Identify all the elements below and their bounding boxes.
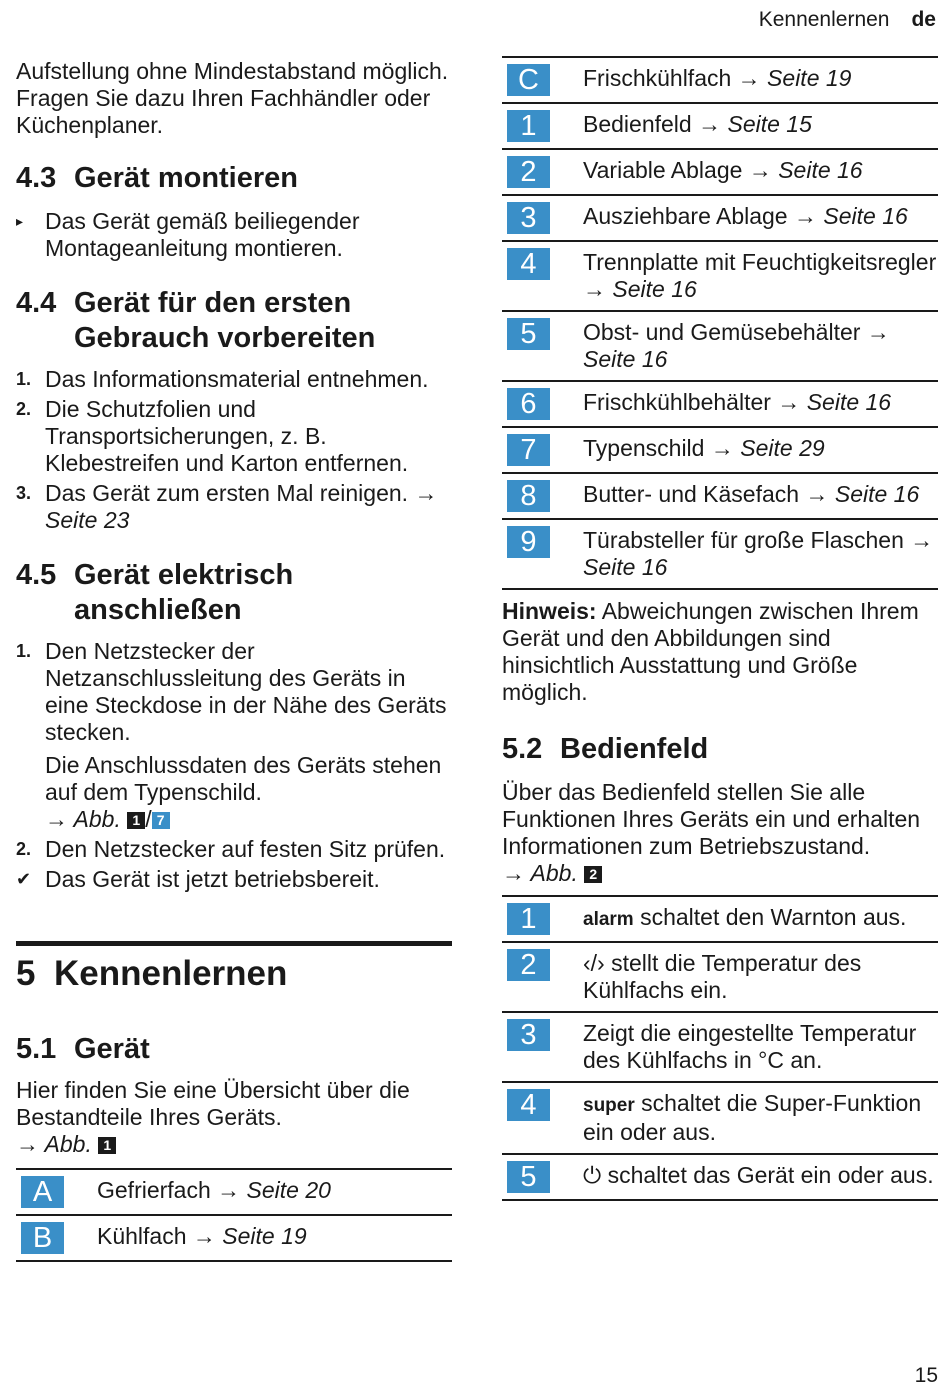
table-row bbox=[502, 58, 938, 104]
page-reference[interactable]: → Seite 20 bbox=[217, 1177, 331, 1203]
heading-title: Kennenlernen bbox=[54, 954, 288, 993]
page-number: 15 bbox=[914, 1364, 938, 1387]
figure-badge: 2 bbox=[584, 866, 602, 883]
page-reference[interactable]: → Seite 16 bbox=[805, 481, 920, 507]
note-paragraph bbox=[502, 598, 938, 706]
row-text: Typenschild bbox=[583, 435, 711, 461]
chevron-left-right-icon: ‹/› bbox=[583, 950, 605, 976]
page-reference[interactable]: → Seite 16 bbox=[583, 276, 697, 302]
intro-paragraph: Aufstellung ohne Mindestabstand möglich. Fragen Sie dazu Ihren Fachhändler oder Küchenplaner. bbox=[16, 58, 449, 138]
row-key-badge: 1 bbox=[507, 903, 550, 935]
table-row bbox=[16, 1216, 452, 1262]
list-item bbox=[16, 208, 452, 262]
list-item bbox=[16, 480, 452, 534]
page-reference[interactable]: → Seite 16 bbox=[748, 157, 863, 183]
parts-table-right bbox=[502, 56, 938, 590]
steps-4-4 bbox=[16, 366, 452, 534]
row-key-badge: 6 bbox=[507, 388, 550, 420]
row-key-badge: 3 bbox=[507, 202, 550, 234]
step-number: 1. bbox=[16, 369, 32, 389]
page-reference[interactable]: → Seite 19 bbox=[192, 1223, 307, 1249]
table-row bbox=[502, 382, 938, 428]
row-text: schaltet das Gerät ein oder aus. bbox=[601, 1162, 934, 1188]
heading-5-2 bbox=[502, 732, 938, 767]
figure-reference[interactable]: → Abb. bbox=[16, 1131, 92, 1157]
heading-number: 5.2 bbox=[502, 733, 543, 765]
row-text: Zeigt die eingestellte Temperatur des Kühlfachs in °C an. bbox=[583, 1020, 917, 1073]
row-text: stellt die Temperatur des Kühlfachs ein. bbox=[583, 950, 862, 1003]
page-reference[interactable]: → Seite 15 bbox=[698, 111, 812, 137]
parts-table-left bbox=[16, 1168, 452, 1262]
page-reference[interactable]: → Seite 16 bbox=[777, 389, 892, 415]
heading-title: Gerät elektrisch anschließen bbox=[74, 559, 294, 626]
page-reference[interactable]: → Seite 16 bbox=[794, 203, 908, 229]
row-text: Trennplatte mit Feuchtigkeitsregler bbox=[583, 249, 937, 275]
row-key-badge: C bbox=[507, 64, 550, 96]
row-text: Frischkühlfach bbox=[583, 65, 738, 91]
note-text: Abweichungen zwischen Ihrem Gerät und den Abbildungen sind hinsichtlich Ausstattung und Größe möglich. bbox=[502, 598, 919, 705]
control-panel-table bbox=[502, 895, 938, 1201]
result-item bbox=[16, 866, 452, 893]
list-item bbox=[16, 366, 452, 393]
list-item bbox=[16, 638, 452, 746]
row-text: Gefrierfach bbox=[97, 1177, 218, 1203]
list-item-note bbox=[16, 752, 452, 833]
heading-title: Gerät montieren bbox=[74, 162, 298, 194]
row-key-badge: 9 bbox=[507, 526, 550, 558]
section-body: Über das Bedienfeld stellen Sie alle Funktionen Ihres Geräts ein und erhalten Informationen zum Betriebszustand. bbox=[502, 779, 921, 859]
table-row bbox=[502, 196, 938, 242]
page-reference[interactable]: → Seite 16 bbox=[583, 527, 934, 580]
row-key-badge: 7 bbox=[507, 434, 550, 466]
header-section: Kennenlernen bbox=[758, 8, 890, 31]
row-text: Variable Ablage bbox=[583, 157, 749, 183]
running-header bbox=[759, 8, 936, 32]
heading-number: 4.5 bbox=[16, 559, 57, 591]
table-row bbox=[502, 943, 938, 1013]
power-icon: ⏻ bbox=[583, 1162, 602, 1188]
heading-4-3 bbox=[16, 161, 452, 196]
section-text bbox=[16, 1077, 452, 1158]
step-number: 2. bbox=[16, 399, 32, 419]
row-key-badge: 2 bbox=[507, 949, 550, 981]
row-key-badge: 3 bbox=[507, 1019, 550, 1051]
heading-title: Bedienfeld bbox=[560, 733, 709, 765]
note-label: Hinweis: bbox=[502, 598, 597, 624]
heading-number: 4.3 bbox=[16, 162, 57, 194]
table-row bbox=[502, 1155, 938, 1201]
table-row bbox=[502, 520, 938, 590]
list-item-text: Das Informationsmaterial entnehmen. bbox=[45, 366, 429, 392]
page-reference[interactable]: → Seite 16 bbox=[583, 319, 890, 372]
page-reference[interactable]: → Seite 29 bbox=[710, 435, 825, 461]
bullet-icon: ▸ bbox=[16, 213, 24, 229]
heading-5 bbox=[16, 954, 452, 994]
check-icon: ✔ bbox=[16, 869, 32, 889]
list-item bbox=[16, 396, 452, 477]
row-text: Frischkühlbehälter bbox=[583, 389, 778, 415]
table-row bbox=[502, 312, 938, 382]
step-number: 2. bbox=[16, 839, 32, 859]
table-row bbox=[502, 428, 938, 474]
table-row bbox=[502, 150, 938, 196]
table-row bbox=[502, 897, 938, 943]
heading-4-5 bbox=[16, 558, 452, 628]
list-item-text: Die Schutzfolien und Transportsicherungen, z. B. Klebestreifen und Karton entfernen. bbox=[45, 396, 409, 476]
row-key-badge: A bbox=[21, 1176, 64, 1208]
alarm-keyword: alarm bbox=[583, 909, 634, 930]
step-number: 3. bbox=[16, 483, 32, 503]
heading-title: Gerät bbox=[74, 1033, 150, 1065]
row-key-badge: 1 bbox=[507, 110, 550, 142]
row-text: Bedienfeld bbox=[583, 111, 699, 137]
right-column bbox=[502, 56, 938, 1201]
table-row bbox=[502, 104, 938, 150]
heading-4-4 bbox=[16, 286, 452, 356]
list-item-text: Das Gerät gemäß beiliegender Montageanleitung montieren. bbox=[45, 208, 360, 261]
figure-badge: 1 bbox=[127, 812, 145, 829]
list-item-text bbox=[45, 480, 452, 534]
steps-4-5 bbox=[16, 638, 452, 893]
row-key-badge: 8 bbox=[507, 480, 550, 512]
row-text: schaltet die Super-Funktion ein oder aus. bbox=[583, 1090, 922, 1145]
result-text: Das Gerät ist jetzt betriebsbereit. bbox=[45, 866, 380, 892]
chapter-rule bbox=[16, 941, 452, 946]
row-text: Butter- und Käsefach bbox=[583, 481, 806, 507]
page-reference[interactable]: → Seite 23 bbox=[45, 480, 438, 533]
section-body: Hier finden Sie eine Übersicht über die Bestandteile Ihres Geräts. bbox=[16, 1077, 410, 1130]
row-key-badge: 4 bbox=[507, 1089, 550, 1121]
left-column bbox=[16, 58, 452, 1262]
row-key-badge: 2 bbox=[507, 156, 550, 188]
step-number: 1. bbox=[16, 641, 32, 661]
row-text: Ausziehbare Ablage bbox=[583, 203, 794, 229]
header-lang: de bbox=[911, 8, 936, 31]
row-text: Kühlfach bbox=[97, 1223, 193, 1249]
row-text: Obst- und Gemüsebehälter bbox=[583, 319, 867, 345]
page-reference[interactable]: → Seite 19 bbox=[737, 65, 852, 91]
table-row bbox=[502, 242, 938, 312]
super-keyword: super bbox=[583, 1095, 635, 1116]
note-text: Die Anschlussdaten des Geräts stehen auf dem Typenschild. bbox=[45, 752, 442, 805]
step-text: Das Gerät zum ersten Mal reinigen. bbox=[45, 480, 415, 506]
heading-number: 5 bbox=[16, 954, 36, 993]
list-item-text: Den Netzstecker der Netzanschlussleitung des Geräts in eine Steckdose in der Nähe des Geräts stecken. bbox=[45, 638, 447, 745]
list-item-text: Den Netzstecker auf festen Sitz prüfen. bbox=[45, 836, 446, 862]
heading-5-1 bbox=[16, 1032, 452, 1067]
figure-reference[interactable]: → Abb. bbox=[502, 860, 578, 886]
row-key-badge: 5 bbox=[507, 1161, 550, 1193]
row-key-badge: B bbox=[21, 1222, 64, 1254]
list-item bbox=[16, 836, 452, 863]
heading-number: 4.4 bbox=[16, 287, 57, 319]
table-row bbox=[502, 1083, 938, 1155]
table-row bbox=[502, 1013, 938, 1083]
row-text: schaltet den Warnton aus. bbox=[633, 904, 907, 930]
section-text bbox=[502, 779, 938, 887]
heading-title: Gerät für den ersten Gebrauch vorbereiten bbox=[74, 287, 376, 354]
figure-badge: 1 bbox=[98, 1137, 116, 1154]
figure-separator: / bbox=[145, 806, 152, 832]
figure-reference[interactable]: → Abb. bbox=[45, 806, 121, 832]
row-text: Türabsteller für große Flaschen bbox=[583, 527, 911, 553]
heading-number: 5.1 bbox=[16, 1033, 57, 1065]
table-row bbox=[502, 474, 938, 520]
row-key-badge: 4 bbox=[507, 248, 550, 280]
table-row bbox=[16, 1170, 452, 1216]
row-key-badge: 5 bbox=[507, 318, 550, 350]
figure-badge: 7 bbox=[152, 812, 170, 829]
